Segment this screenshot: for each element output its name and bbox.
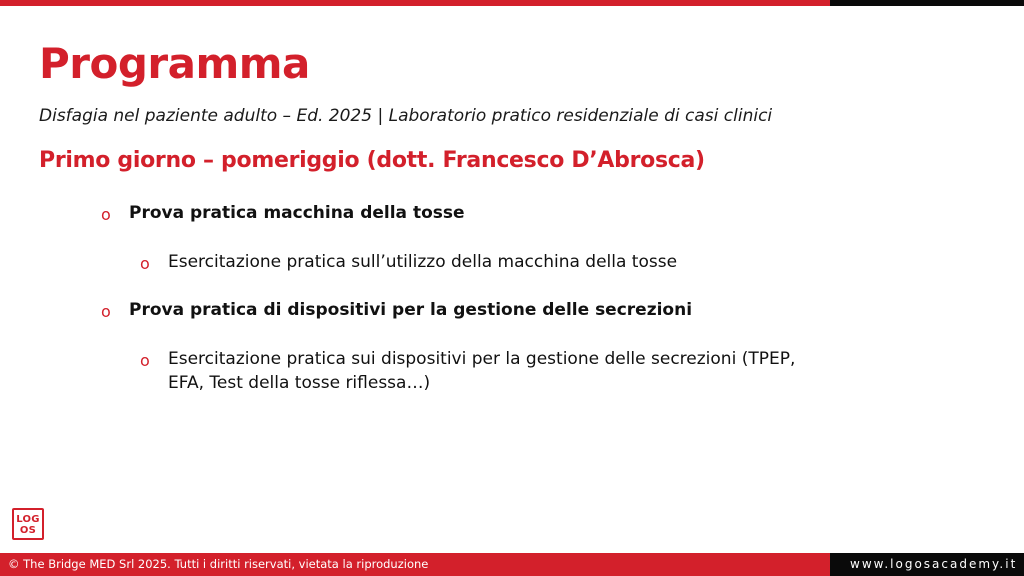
- logos-logo: [12, 508, 44, 540]
- top-dark-bar: [830, 0, 1024, 6]
- list-item-level2-line1: Esercitazione pratica sui dispositivi per la gestione delle secrezioni (TPEP,: [168, 349, 796, 369]
- list-item-level2: Esercitazione pratica sull’utilizzo della macchina della tosse: [168, 252, 678, 272]
- top-accent-bar: [0, 0, 830, 6]
- bullet-icon: o: [101, 302, 111, 321]
- bullet-icon: o: [140, 351, 150, 370]
- logo-text-line2: OS: [19, 525, 37, 536]
- bullet-icon: o: [101, 205, 111, 224]
- slide-subtitle: Disfagia nel paziente adulto – Ed. 2025 | Laboratorio pratico residenziale di casi clinici: [39, 106, 773, 126]
- list-item-level1: Prova pratica macchina della tosse: [129, 203, 465, 223]
- footer-copyright: © The Bridge MED Srl 2025. Tutti i diritti riservati, vietata la riproduzione: [8, 557, 429, 571]
- section-heading: Primo giorno – pomeriggio (dott. Francesco D’Abrosca): [39, 148, 705, 173]
- list-item-level1: Prova pratica di dispositivi per la gestione delle secrezioni: [129, 300, 693, 320]
- logo-text-line1: LOG: [16, 514, 40, 525]
- footer-website-link[interactable]: www.logosacademy.it: [850, 557, 1018, 571]
- slide-title: Programma: [39, 39, 310, 88]
- bullet-icon: o: [140, 254, 150, 273]
- list-item-level2-line2: EFA, Test della tosse riflessa…): [168, 373, 431, 393]
